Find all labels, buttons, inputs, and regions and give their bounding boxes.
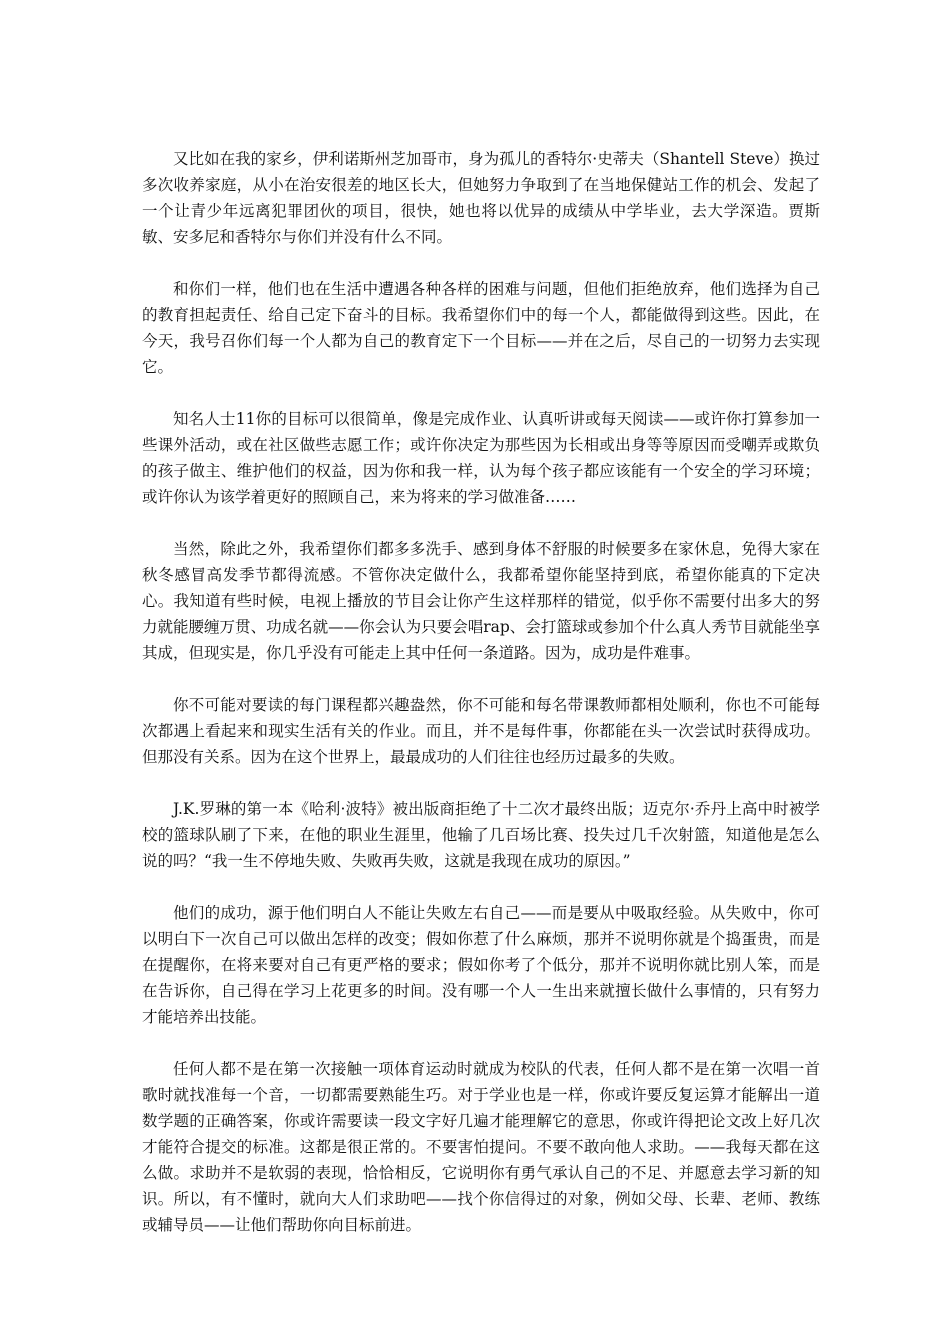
- paragraph: 他们的成功，源于他们明白人不能让失败左右自己——而是要从中吸取经验。从失败中，你可以明白下一次自己可以做出怎样的改变；假如你惹了什么麻烦，那并不说明你就是个捣蛋贵，而是在提醒你，在将来要对自己有更严格的要求；假如你考了个低分，那并不说明你就比别人笨，而是在告诉你，自己得在学习上花更多的时间。没有哪一个人一生出来就擅长做什么事情的，只有努力才能培养出技能。: [142, 904, 820, 1026]
- paragraph: 你不可能对要读的每门课程都兴趣盎然，你不可能和每名带课教师都相处顺利，你也不可能每次都遇上看起来和现实生活有关的作业。而且，并不是每件事，你都能在头一次尝试时获得成功。但那没有关系。因为在这个世界上，最最成功的人们往往也经历过最多的失败。: [142, 696, 820, 766]
- paragraph: 当然，除此之外，我希望你们都多多洗手、感到身体不舒服的时候要多在家休息，免得大家在秋冬感冒高发季节都得流感。不管你决定做什么，我都希望你能坚持到底，希望你能真的下定决心。我知道有些时候，电视上播放的节目会让你产生这样那样的错觉，似乎你不需要付出多大的努力就能腰缠万贯、功成名就——你会认为只要会唱rap、会打篮球或参加个什么真人秀节目就能坐享其成，但现实是，你几乎没有可能走上其中任何一条道路。因为，成功是件难事。: [142, 540, 820, 662]
- document-body: [142, 146, 820, 1264]
- paragraph: 又比如在我的家乡，伊利诺斯州芝加哥市，身为孤儿的香特尔·史蒂夫（Shantell Steve）换过多次收养家庭，从小在治安很差的地区长大，但她努力争取到了在当地保健站工作的机会、发起了一个让青少年远离犯罪团伙的项目，很快，她也将以优异的成绩从中学毕业，去大学深造。贾斯敏、安多尼和香特尔与你们并没有什么不同。: [142, 150, 820, 246]
- paragraph: 知名人士11你的目标可以很简单，像是完成作业、认真听讲或每天阅读——或许你打算参加一些课外活动，或在社区做些志愿工作；或许你决定为那些因为长相或出身等等原因而受嘲弄或欺负的孩子做主、维护他们的权益，因为你和我一样，认为每个孩子都应该能有一个安全的学习环境；或许你认为该学着更好的照顾自己，来为将来的学习做准备……: [142, 410, 820, 506]
- paragraph: 任何人都不是在第一次接触一项体育运动时就成为校队的代表，任何人都不是在第一次唱一首歌时就找准每一个音，一切都需要熟能生巧。对于学业也是一样，你或许要反复运算才能解出一道数学题的正确答案，你或许需要读一段文字好几遍才能理解它的意思，你或许得把论文改上好几次才能符合提交的标准。这都是很正常的。不要害怕提问。不要不敢向他人求助。——我每天都在这么做。求助并不是软弱的表现，恰恰相反，它说明你有勇气承认自己的不足、并愿意去学习新的知识。所以，有不懂时，就向大人们求助吧——找个你信得过的对象，例如父母、长辈、老师、教练或辅导员——让他们帮助你向目标前进。: [142, 1060, 820, 1234]
- paragraph: J.K.罗琳的第一本《哈利·波特》被出版商拒绝了十二次才最终出版；迈克尔·乔丹上高中时被学校的篮球队刷了下来，在他的职业生涯里，他输了几百场比赛、投失过几千次射篮，知道他是怎么说的吗？“我一生不停地失败、失败再失败，这就是我现在成功的原因。”: [142, 800, 820, 870]
- paragraph: 和你们一样，他们也在生活中遭遇各种各样的困难与问题，但他们拒绝放弃，他们选择为自己的教育担起责任、给自己定下奋斗的目标。我希望你们中的每一个人，都能做得到这些。因此，在今天，我号召你们每一个人都为自己的教育定下一个目标——并在之后，尽自己的一切努力去实现它。: [142, 280, 820, 376]
